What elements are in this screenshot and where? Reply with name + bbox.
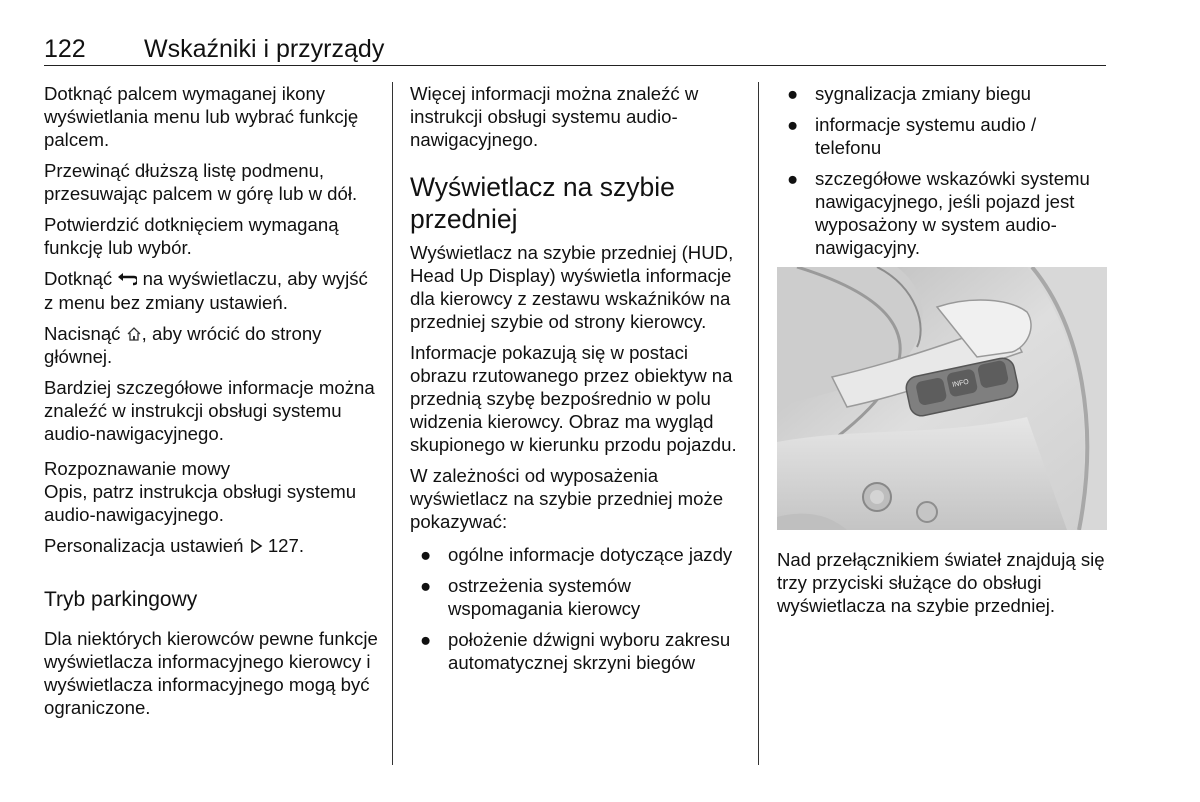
page-header [44, 33, 1106, 66]
column-left [44, 82, 380, 727]
paragraph: Opis, patrz instrukcja obsługi systemu audio-nawigacyjnego. [44, 481, 357, 525]
list-item-text: informacje systemu audio / telefonu [815, 114, 1037, 158]
photo-button-label: INFO [951, 378, 970, 389]
list-item [410, 543, 740, 566]
list-item-text: ogólne informacje dotyczące jazdy [448, 544, 733, 565]
paragraph [44, 322, 380, 368]
paragraph: Bardziej szczegółowe informacje można znaleźć w instrukcji obsługi systemu audio-nawigacyjnego. [44, 377, 375, 444]
paragraph: Wyświetlacz na szybie przedniej (HUD, Head Up Display) wyświetla informacje dla kierowcy z zestawu wskaźników na przedniej szybie od strony kierowcy. [410, 242, 734, 332]
list-item [777, 113, 1107, 159]
text: na wyświetlaczu, aby wyjść z menu bez zmiany ustawień. [44, 268, 368, 313]
paragraph: Więcej informacji można znaleźć w instrukcji obsługi systemu audio-nawigacyjnego. [410, 83, 699, 150]
text: Nacisnąć [44, 323, 121, 344]
home-icon [126, 323, 142, 344]
paragraph: Dotknąć palcem wymaganej ikony wyświetlania menu lub wybrać funkcję palcem. [44, 83, 359, 150]
page-reference[interactable]: 127. [267, 535, 305, 556]
page-reference-arrow-icon [249, 535, 263, 556]
column-divider [758, 82, 759, 765]
section-heading: Wyświetlacz na szybie przedniej [410, 172, 675, 234]
figure-caption: Nad przełącznikiem świateł znajdują się trzy przyciski służące do obsługi wyświetlacza na szybie przedniej. [777, 549, 1105, 616]
list-item [410, 628, 740, 674]
bullet: ● [420, 544, 432, 565]
list-item-text: położenie dźwigni wyboru zakresu automatycznej skrzyni biegów [448, 629, 731, 673]
list-item-text: sygnalizacja zmiany biegu [815, 83, 1032, 104]
list-item [410, 574, 740, 620]
column-right [777, 82, 1107, 625]
bullet: ● [420, 629, 432, 650]
paragraph [44, 534, 380, 557]
text: Dotknąć [44, 268, 113, 289]
paragraph [44, 267, 380, 314]
hud-buttons-photo [777, 267, 1107, 530]
list-item-text: ostrzeżenia systemów wspomagania kierowcy [448, 575, 641, 619]
page-title: Wskaźniki i przyrządy [144, 35, 385, 63]
list-item-text: szczegółowe wskazówki systemu nawigacyjnego, jeśli pojazd jest wyposażony w system audio-nawigacyjny. [815, 168, 1090, 258]
paragraph: Potwierdzić dotknięciem wymaganą funkcję lub wybór. [44, 214, 339, 258]
list-item [777, 167, 1107, 259]
page-number: 122 [44, 35, 86, 63]
paragraph: Informacje pokazują się w postaci obrazu rzutowanego przez obiektyw na przednią szybę bezpośrednio w polu widzenia kierowcy. Obraz ma wygląd skupionego w kierunku przodu pojazdu. [410, 342, 737, 455]
bullet: ● [787, 168, 799, 189]
bullet-list [410, 543, 740, 674]
list-item [777, 82, 1107, 105]
column-divider [392, 82, 393, 765]
text: , aby wrócić do strony głównej. [44, 323, 322, 367]
paragraph: Dla niektórych kierowców pewne funkcje wyświetlacza informacyjnego kierowcy i wyświetlacza informacyjnego mogą być ograniczone. [44, 628, 378, 718]
text: Personalizacja ustawień [44, 535, 244, 556]
subheading: Rozpoznawanie mowy [44, 458, 231, 479]
paragraph: W zależności od wyposażenia wyświetlacz na szybie przedniej może pokazywać: [410, 465, 724, 532]
bullet-list [777, 82, 1107, 259]
bullet: ● [420, 575, 432, 596]
column-middle [410, 82, 740, 682]
bullet: ● [787, 114, 799, 135]
section-heading: Tryb parkingowy [44, 588, 198, 611]
back-arrow-icon [117, 270, 137, 289]
bullet: ● [787, 83, 799, 104]
paragraph: Przewinąć dłuższą listę podmenu, przesuwając palcem w górę lub w dół. [44, 160, 358, 204]
